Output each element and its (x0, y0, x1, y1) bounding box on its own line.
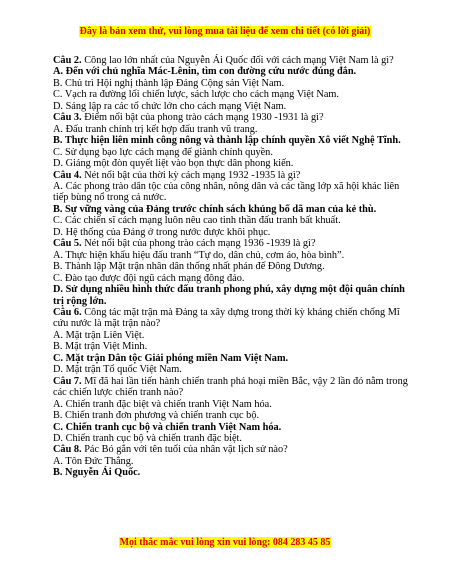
answer-option: B. Thành lập Mặt trận nhân dân thống nhất phản đế Đông Dương. (53, 261, 325, 273)
question-text: Điểm nổi bật của phong trào cách mạng 1930 -1931 là gì? (84, 112, 324, 124)
answer-option: A. Các phong trào dân tộc của công nhân, nông dân và các tầng lớp xã hội khác liên tiếp bùng nổ trong cả nước. (53, 180, 400, 204)
question-text: Nét nổi bật của thời kỳ cách mạng 1932 -1935 là gì? (84, 169, 301, 181)
answer-option: B. Mặt trận Việt Minh. (53, 341, 148, 353)
answer-option: A. Đấu tranh chính trị kết hợp đấu tranh vũ trang. (53, 123, 258, 135)
answer-option: D. Sáng lập ra các tổ chức lớn cho cách mạng Việt Nam. (53, 100, 287, 112)
question-prompt (53, 170, 413, 181)
question-text: Công tác mặt trận mà Đảng ta xây dựng trong thời kỳ kháng chiến chống Mĩ cứu nước là mặt trận nào? (53, 306, 400, 330)
question-number: Câu 3. (53, 112, 82, 124)
contact-banner (0, 537, 450, 549)
answer-option-correct: D. Sử dụng nhiều hình thức đấu tranh phong phú, xây dựng một đội quân chính trị rộng lớn. (53, 284, 405, 307)
answer-option: D. Mặt trận Tổ quốc Việt Nam. (53, 364, 182, 376)
contact-text: Mọi thắc mắc vui lòng xin vui lòng: 084 283 45 85 (119, 537, 331, 548)
answer-option: D. Giáng một đòn quyết liệt vào bọn thực dân phong kiến. (53, 158, 294, 170)
answer-option: C. Các chiến sĩ cách mạng luôn nêu cao tinh thần đấu tranh bất khuất. (53, 215, 341, 227)
question-number: Câu 8. (53, 444, 82, 456)
question-prompt (53, 444, 413, 455)
preview-notice-banner (0, 26, 450, 38)
answer-option: C. Vạch ra đường lối chiến lược, sách lược cho cách mạng Việt Nam. (53, 89, 339, 101)
answer-option: D. Hệ thống của Đảng ở trong nước được khôi phục. (53, 226, 271, 238)
answer-option: A. Chiến tranh đặc biệt và chiến tranh Việt Nam hóa. (53, 398, 272, 410)
answer-option: A. Tôn Đức Thắng. (53, 455, 134, 467)
question-number: Câu 5. (53, 238, 82, 250)
answer-option: A. Mặt trận Liên Việt. (53, 329, 145, 341)
question-prompt (53, 55, 413, 66)
question-number: Câu 4. (53, 169, 82, 181)
question-text: Nét nổi bật của phong trào cách mạng 1936 -1939 là gì? (84, 238, 316, 250)
answer-option-correct: C. Chiến tranh cục bộ và chiến tranh Việt Nam hóa. (53, 421, 282, 433)
question-prompt (53, 112, 413, 123)
question-text: Pác Bó gắn với tên tuổi của nhân vật lịch sử nào? (84, 444, 288, 456)
question-prompt (53, 376, 413, 399)
answer-option-correct: A. Đến với chủ nghĩa Mác-Lênin, tìm con đường cứu nước đúng đắn. (53, 66, 357, 78)
answer-option: B. Chiến tranh đơn phương và chiến tranh cục bộ. (53, 410, 260, 422)
answer-option: C. Đào tạo được đội ngũ cách mạng đông đảo. (53, 272, 245, 284)
answer-option: A. Thực hiện khẩu hiệu đấu tranh “Tự do, dân chủ, cơm áo, hòa bình”. (53, 249, 345, 261)
question-prompt (53, 307, 413, 330)
answer-option: B. Chủ trì Hội nghị thành lập Đảng Cộng sản Việt Nam. (53, 77, 285, 89)
answer-option-correct: B. Thực hiện liên minh công nông và thành lập chính quyền Xô viết Nghệ Tĩnh. (53, 135, 401, 147)
answer-option: C. Sử dụng bạo lực cách mạng để giành chính quyền. (53, 146, 273, 158)
answer-option-correct: C. Mặt trận Dân tộc Giải phóng miền Nam Việt Nam. (53, 352, 289, 364)
question-prompt (53, 238, 413, 249)
question-number: Câu 2. (53, 55, 82, 66)
answer-option-correct: B. Nguyễn Ái Quốc. (53, 467, 141, 479)
question-text: Công lao lớn nhất của Nguyễn Ái Quốc đối với cách mạng Việt Nam là gì? (84, 55, 394, 66)
question-number: Câu 7. (53, 375, 82, 387)
answer-option: D. Chiến tranh cục bộ và chiến tranh đặc biệt. (53, 432, 242, 444)
question-number: Câu 6. (53, 306, 82, 318)
preview-notice-text: Đây là bản xem thử, vui lòng mua tài liệu để xem chi tiết (có lời giải) (79, 26, 371, 37)
answer-option-correct: B. Sự vững vàng của Đảng trước chính sách khủng bố dã man của kẻ thù. (53, 203, 377, 215)
question-text: Mĩ đã hai lần tiến hành chiến tranh phá hoại miền Bắc, vậy 2 lần đó nằm trong các chiến lược chiến tranh nào? (53, 375, 408, 399)
question-list (53, 55, 413, 479)
